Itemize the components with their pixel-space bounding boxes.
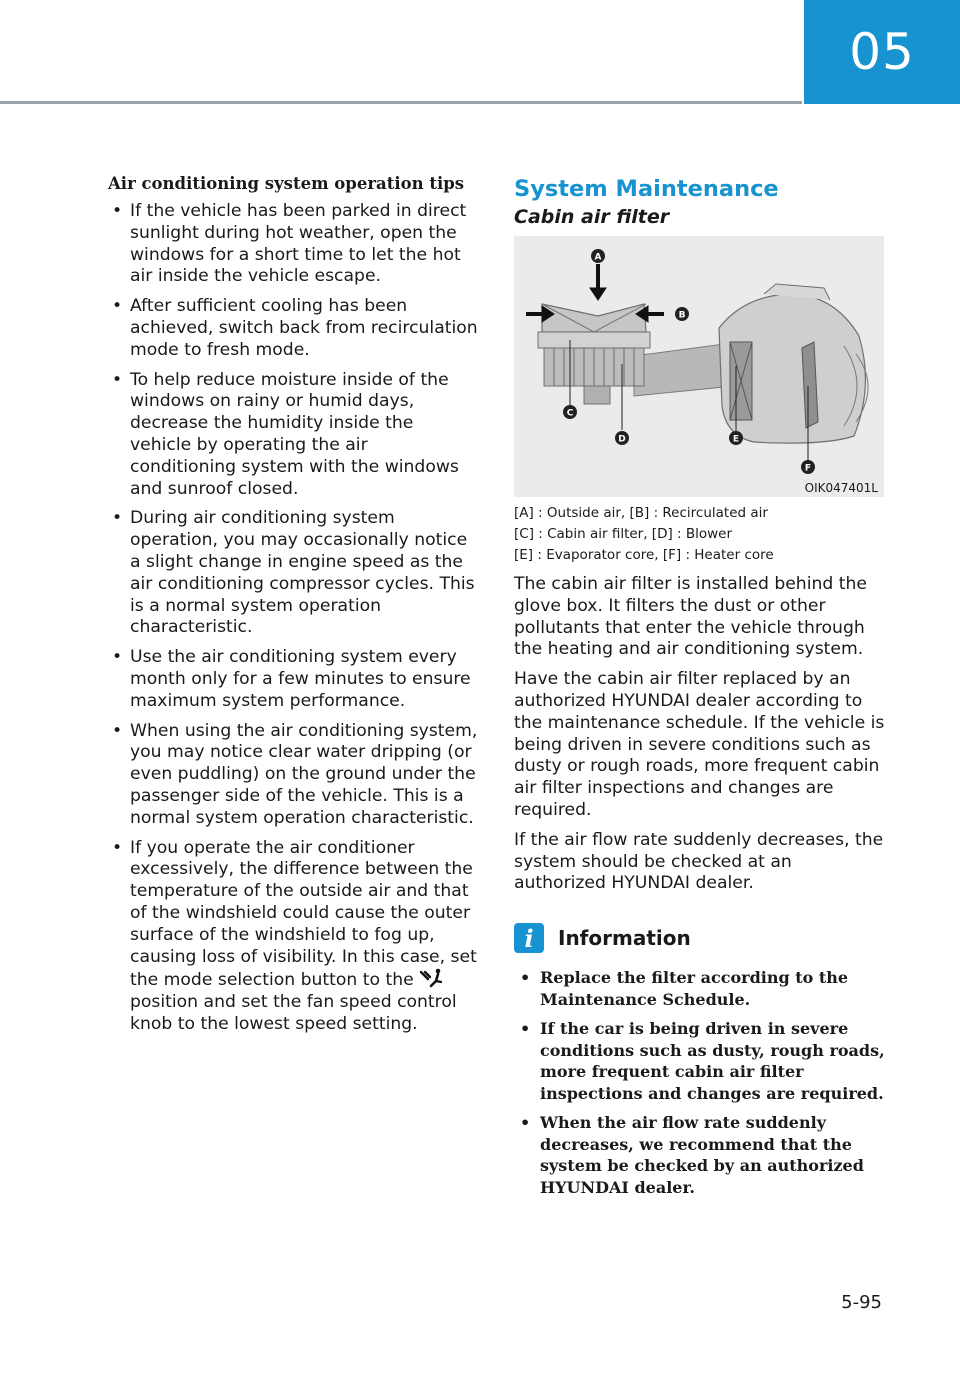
list-item <box>108 838 478 1036</box>
page-number: 5-95 <box>841 1292 882 1313</box>
callout-label: E <box>732 434 740 445</box>
callout-label: F <box>804 463 812 474</box>
right-column <box>514 174 886 1206</box>
tips-list <box>108 201 478 1036</box>
header-rule <box>0 101 802 104</box>
info-icon: i <box>514 923 544 953</box>
tip-text-after-icon: position and set the fan speed control knob to the lowest speed setting. <box>130 992 457 1034</box>
caption-line: [A] : Outside air, [B] : Recirculated air <box>514 505 768 521</box>
list-item: • When using the air conditioning system, you may notice clear water dripping (or even puddling) on the ground under the passenger side of the vehicle. This is a normal system operation characteristic. <box>108 721 478 830</box>
section-title: System Maintenance <box>514 176 779 202</box>
callout-label: A <box>594 252 602 263</box>
list-item: • If the car is being driven in severe conditions such as dusty, rough roads, more frequent cabin air filter inspections and changes are required. <box>514 1018 886 1104</box>
left-column <box>108 174 478 1044</box>
information-title: Information <box>558 926 691 951</box>
list-item: • If the vehicle has been parked in direct sunlight during hot weather, open the windows for a short time to let the hot air inside the vehicle escape. <box>108 201 478 288</box>
chapter-number: 05 <box>849 23 915 81</box>
list-item: • Replace the filter according to the Maintenance Schedule. <box>514 967 886 1010</box>
subsection-title: Cabin air filter <box>514 206 670 228</box>
figure-caption <box>514 503 886 566</box>
body-paragraph: Have the cabin air filter replaced by an authorized HYUNDAI dealer according to the maintenance schedule. If the vehicle is being driven in severe conditions such as dusty or rough roads, more frequent cabin air filter inspections and changes are required. <box>514 669 885 820</box>
list-item: • When the air flow rate suddenly decreases, we recommend that the system be checked by an authorized HYUNDAI dealer. <box>514 1112 886 1198</box>
callout-label: B <box>678 310 686 321</box>
chapter-tab <box>804 0 960 104</box>
callout-label: D <box>618 434 626 445</box>
hvac-unit-illustration <box>514 236 884 497</box>
floor-defrost-mode-icon <box>419 968 445 988</box>
caption-line: [E] : Evaporator core, [F] : Heater core <box>514 547 774 563</box>
cabin-air-filter-diagram <box>514 236 884 497</box>
caption-line: [C] : Cabin air filter, [D] : Blower <box>514 526 733 542</box>
figure-code: OIK047401L <box>804 481 878 495</box>
body-paragraph: If the air flow rate suddenly decreases, the system should be checked at an authorized HYUNDAI dealer. <box>514 829 884 894</box>
tip-text-before-icon: If you operate the air conditioner excessively, the difference between the temperature of the outside air and that of the windshield could cause the outer surface of the windshield to fog up, causing loss of visibility. In this case, set the mode selection button to the <box>130 837 477 991</box>
tips-heading: Air conditioning system operation tips <box>108 174 465 193</box>
callout-label: C <box>566 408 574 419</box>
body-paragraph: The cabin air filter is installed behind the glove box. It filters the dust or other pollutants that enter the vehicle through the heating and air conditioning system. <box>514 574 867 660</box>
list-item: • Use the air conditioning system every month only for a few minutes to ensure maximum system performance. <box>108 647 478 712</box>
information-list <box>514 967 886 1198</box>
list-item: • To help reduce moisture inside of the windows on rainy or humid days, decrease the humidity inside the vehicle by operating the air conditioning system with the windows and sunroof closed. <box>108 370 478 501</box>
list-item: • During air conditioning system operation, you may occasionally notice a slight change in engine speed as the air conditioning compressor cycles. This is a normal system operation characteristic. <box>108 508 478 639</box>
list-item: • After sufficient cooling has been achieved, switch back from recirculation mode to fresh mode. <box>108 296 478 361</box>
information-header <box>514 923 886 953</box>
